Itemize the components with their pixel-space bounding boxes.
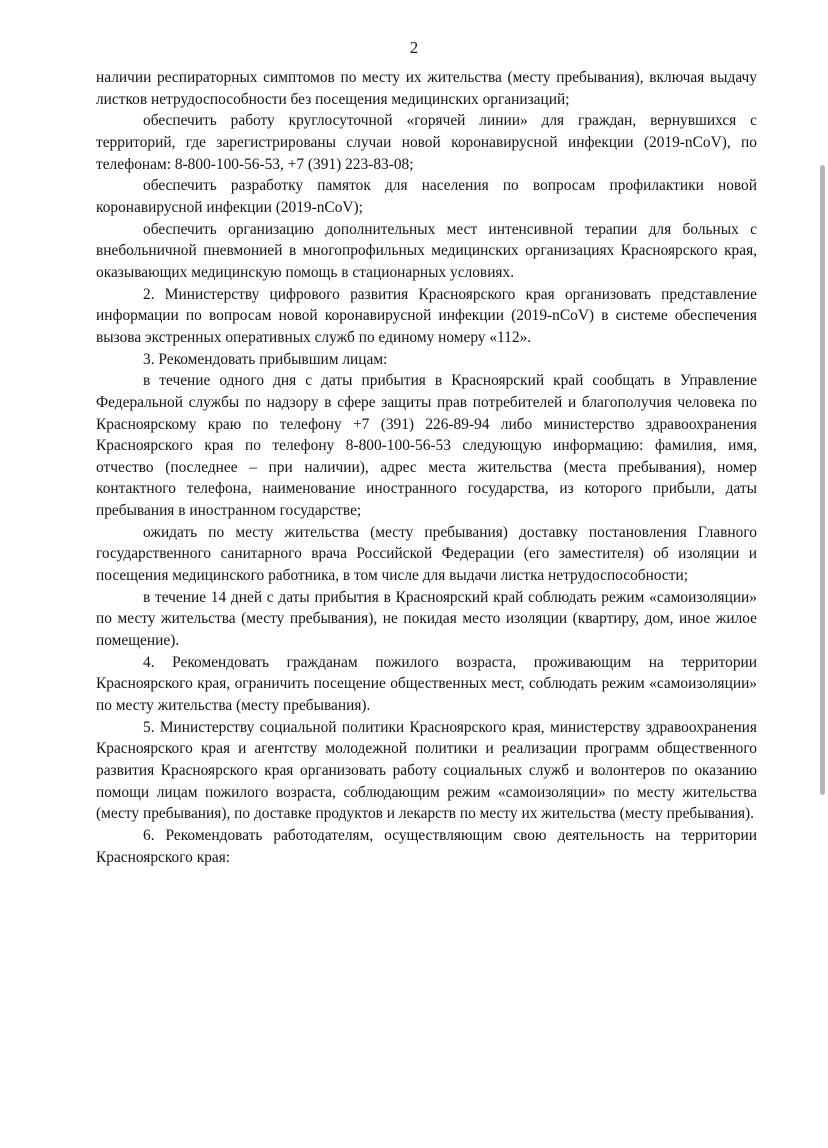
paragraph: 6. Рекомендовать работодателям, осуществляющим свою деятельность на территории Красноярского края: bbox=[96, 826, 757, 866]
page-number: 2 bbox=[409, 38, 419, 57]
paragraph: в течение 14 дней с даты прибытия в Красноярский край соблюдать режим «самоизоляции» по месту жительства (месту пребывания), не покидая место изоляции (квартиру, дом, иное жилое помещение). bbox=[96, 588, 757, 650]
paragraph: 3. Рекомендовать прибывшим лицам: bbox=[143, 350, 388, 368]
paragraph: 2. Министерству цифрового развития Красноярского края организовать представление информации по вопросам новой коронавирусной инфекции (2019-nCoV) в системе обеспечения вызова экстренных оперативных служб по единому номеру «112». bbox=[96, 285, 757, 346]
scrollbar-thumb[interactable] bbox=[820, 165, 825, 795]
paragraph: обеспечить разработку памяток для населения по вопросам профилактики новой коронавирусной инфекции (2019-nCoV); bbox=[96, 177, 757, 216]
paragraph: обеспечить работу круглосуточной «горячей линии» для граждан, вернувшихся с территорий, где зарегистрированы случаи новой коронавирусной инфекции (2019-nCoV), по телефонам: 8-800-100-56-53, +7 (391) 223-83-08; bbox=[96, 112, 757, 173]
paragraph: 5. Министерству социальной политики Красноярского края, министерству здравоохранения Красноярского края и агентству молодежной политики и реализации программ общественного развития Красноярского края организовать работу социальных служб и волонтеров по оказанию помощи лицам пожилого возраста, соблюдающим режим «самоизоляции» по месту жительства (месту пребывания), по доставке продуктов и лекарств по месту их жительства (месту пребывания). bbox=[96, 718, 757, 823]
scrollbar[interactable] bbox=[818, 0, 828, 1148]
paragraph: ожидать по месту жительства (месту пребывания) доставку постановления Главного государственного санитарного врача Российской Федерации (его заместителя) об изоляции и посещения медицинского работника, в том числе для выдачи листка нетрудоспособности; bbox=[96, 523, 757, 585]
paragraph: 4. Рекомендовать гражданам пожилого возраста, проживающим на территории Красноярского края, ограничить посещение общественных мест, соблюдать режим «самоизоляции» по месту жительства (месту пребывания). bbox=[96, 653, 757, 715]
paragraph: обеспечить организацию дополнительных мест интенсивной терапии для больных с внебольничной пневмонией в многопрофильных медицинских организациях Красноярского края, оказывающих медицинскую помощь в стационарных условиях. bbox=[96, 220, 757, 281]
document-body bbox=[96, 67, 757, 868]
paragraph: наличии респираторных симптомов по месту их жительства (месту пребывания), включая выдачу листков нетрудоспособности без посещения медицинских организаций; bbox=[96, 69, 757, 108]
paragraph: в течение одного дня с даты прибытия в Красноярский край сообщать в Управление Федеральной службы по надзору в сфере защиты прав потребителей и благополучия человека по Красноярскому краю по телефону +7 (391) 226-89-94 либо министерство здравоохранения Красноярского края по телефону 8-800-100-56-53 следующую информацию: фамилия, имя, отчество (последнее – при наличии), адрес места жительства (места пребывания), номер контактного телефона, наименование иностранного государства, из которого прибыли, даты пребывания в иностранном государстве; bbox=[96, 372, 757, 520]
